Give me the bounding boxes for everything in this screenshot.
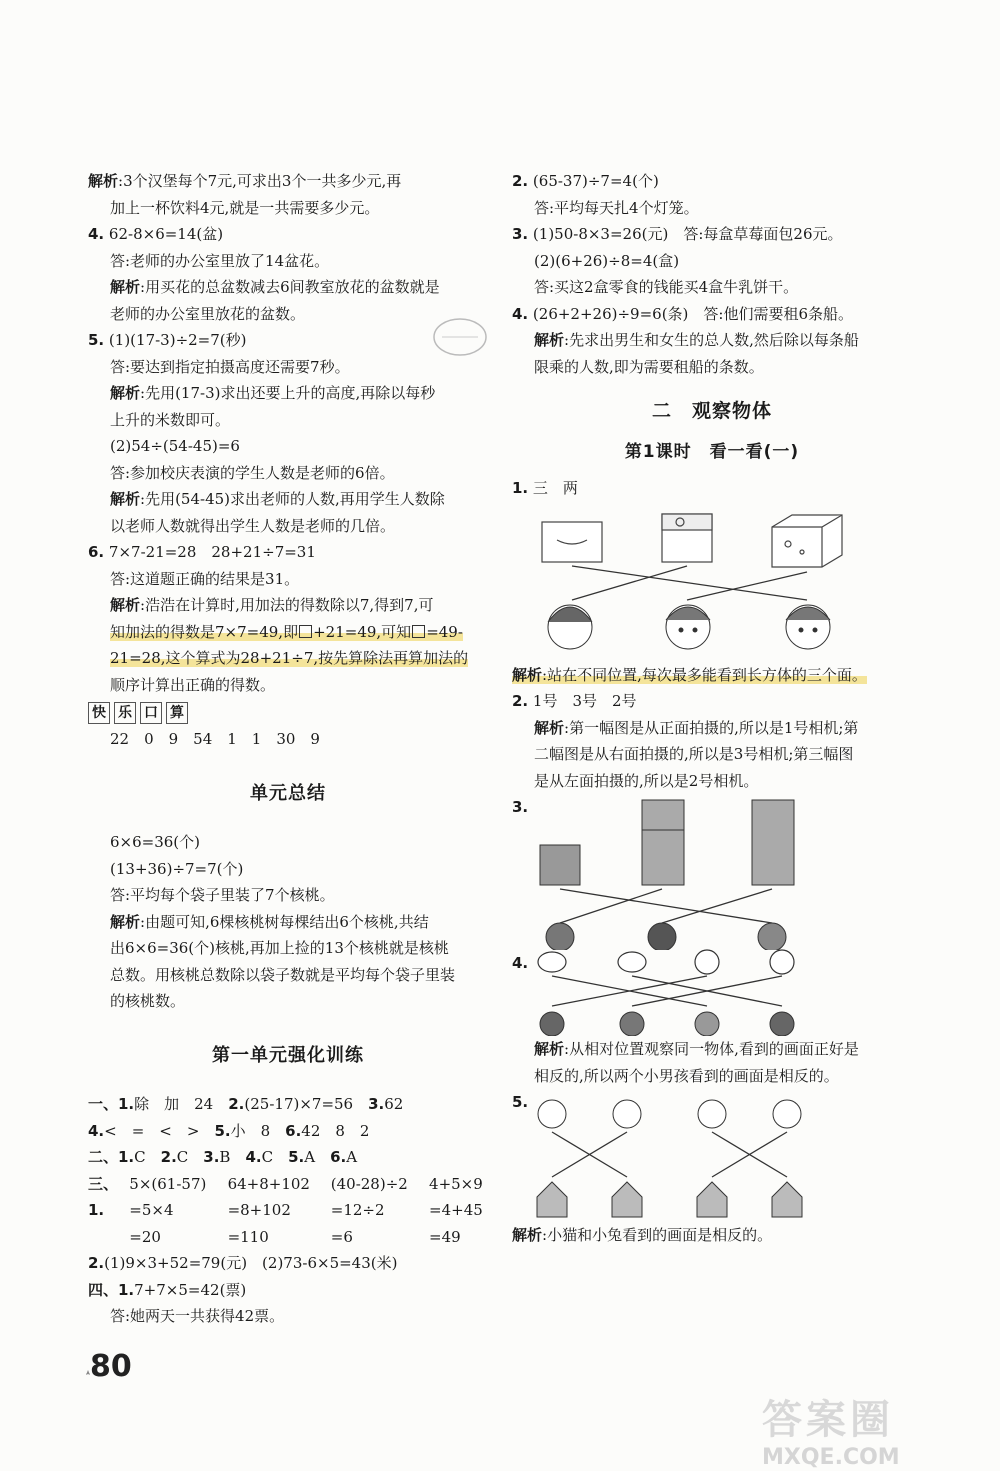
watermark — [762, 1388, 916, 1470]
training-row: 2.(1)9×3+52=79(元) (2)73-6×5=43(米) — [88, 1254, 398, 1272]
explanation-line: 解析:用买花的总盆数减去6间教室放花的盆数就是 — [110, 278, 440, 296]
kuaile-kousuan-label — [88, 702, 488, 724]
matching-lines-4 — [552, 976, 782, 1006]
teapot-front-icon — [618, 952, 646, 972]
explanation-line: 解析:浩浩在计算时,用加法的得数除以7,得到7,可 — [110, 596, 434, 614]
explanation-line: 的核桃数。 — [110, 992, 186, 1010]
calc-col: 4+5×9 =4+45 =49 — [429, 1174, 483, 1246]
explanation-line: 上升的米数即可。 — [110, 410, 231, 429]
house-1-icon — [537, 1182, 567, 1217]
label-char: 快 — [88, 702, 110, 724]
question-4: 4. (26+2+26)÷9=6(条) 答:他们需要租6条船。 — [512, 304, 854, 323]
figure-teapot-matching — [512, 946, 912, 1036]
explanation-line: 二幅图是从右面拍摄的,所以是3号相机;第三幅图 — [534, 745, 854, 763]
blank-box-icon — [299, 625, 312, 638]
explanation-line: 解析:小猫和小兔看到的画面是相反的。 — [512, 1225, 773, 1244]
answer-1: 1. 三 两 — [512, 479, 578, 497]
girl-1-icon — [620, 1012, 644, 1036]
answer-line: 答:要达到指定拍摄高度还需要7秒。 — [110, 357, 350, 376]
star-deco-icon — [80, 1365, 100, 1385]
explanation-line: 解析:先用(54-45)求出老师的人数,再用学生人数除 — [110, 490, 445, 508]
calc-col: (40-28)÷2 =12÷2 =6 — [330, 1174, 408, 1246]
explanation-line: 以老师人数就得出学生人数是老师的几倍。 — [110, 516, 396, 535]
blank-box-icon — [412, 625, 425, 638]
explanation-line: 解析:由题可知,6棵核桃树每棵结出6个核桃,共结 — [110, 912, 429, 931]
fridge-front-icon — [752, 800, 794, 885]
animal-2-icon — [613, 1100, 641, 1128]
rabbit-icon — [773, 1100, 801, 1128]
explanation-line: 出6×6=36(个)核桃,再加上捡的13个核桃就是核桃 — [110, 939, 449, 957]
cat-icon — [698, 1100, 726, 1128]
fridge-top-icon — [540, 845, 580, 885]
girl-2-icon — [770, 1012, 794, 1036]
training-row: 二、1.C 2.C 3.B 4.C 5.A 6.A — [88, 1148, 358, 1166]
child-1-icon — [548, 605, 592, 649]
equation-line: (13+36)÷7=7(个) — [110, 859, 244, 878]
lesson-title: 第1课时 看一看(一) — [624, 441, 800, 462]
explanation-line: 老师的办公室里放花的盆数。 — [110, 304, 306, 323]
training-row: 一、1.除 加 24 2.(25-17)×7=56 3.62 — [88, 1095, 404, 1113]
explanation-line: 是从左面拍摄的,所以是2号相机。 — [534, 771, 759, 790]
left-column — [88, 168, 488, 1330]
figure-3-svg — [512, 795, 912, 950]
explanation-line: 相反的,所以两个小男孩看到的画面是相反的。 — [534, 1066, 839, 1085]
answer-line: 答:买这2盒零食的钱能买4盒牛乳饼干。 — [534, 278, 799, 296]
equation-line: (2)54÷(54-45)=6 — [110, 437, 240, 455]
answer-line: 答:这道题正确的结果是31。 — [110, 569, 300, 588]
fridge-side-icon — [642, 800, 684, 885]
teapot-top-icon — [695, 950, 719, 974]
explanation-line: 解析:第一幅图是从正面拍摄的,所以是1号相机;第 — [534, 718, 859, 737]
answer-line: 答:她两天一共获得42票。 — [110, 1307, 285, 1325]
calc-grid: 三、1. 5×(61-57) =5×4 =20 64+8+102 =8+102 =110 (40-28)÷2 =12÷2 =6 4+5×9 =4+45 =49 — [88, 1171, 488, 1251]
house-4-icon — [772, 1182, 802, 1217]
mental-math-answers: 22 0 9 54 1 1 30 9 — [110, 730, 320, 748]
question-3: 3. (1)50-8×3=26(元) 答:每盒草莓面包26元。 — [512, 225, 843, 243]
question-4: 4. 62-8×6=14(盆) — [88, 225, 224, 243]
house-3-icon — [697, 1182, 727, 1217]
boy-1-icon — [540, 1012, 564, 1036]
answer-line: 答:参加校庆表演的学生人数是老师的6倍。 — [110, 463, 395, 482]
right-column — [512, 168, 912, 1248]
teapot-back-icon — [770, 950, 794, 974]
figure-boxes-matching — [512, 502, 912, 662]
equation-line: (2)(6+26)÷8=4(盒) — [534, 251, 680, 270]
figure-5-svg — [512, 1092, 912, 1222]
chapter-title: 二 观察物体 — [651, 400, 772, 422]
watermark-url: MXQE.COM — [762, 1445, 900, 1470]
calc-col: 64+8+102 =8+102 =110 — [227, 1174, 310, 1246]
house-2-icon — [612, 1182, 642, 1217]
section-title-training: 第一单元强化训练 — [212, 1044, 364, 1066]
figure-1-svg — [512, 502, 912, 662]
page-number: 80 — [90, 1349, 132, 1384]
animal-1-icon — [538, 1100, 566, 1128]
question-5: 5. (1)(17-3)÷2=7(秒) — [88, 331, 247, 349]
answer-3: 3. — [512, 798, 529, 816]
explanation-line: 解析:先用(17-3)求出还要上升的高度,再除以每秒 — [110, 384, 436, 402]
matching-lines-5 — [552, 1132, 787, 1177]
child-2-icon — [666, 605, 710, 649]
answer-2: 2. 1号 3号 2号 — [512, 692, 637, 710]
training-row: 四、1.7+7×5=42(票) — [88, 1280, 247, 1299]
section-title-summary: 单元总结 — [250, 782, 326, 804]
box-top-icon — [662, 514, 712, 562]
text-line: 加上一杯饮料4元,就是一共需要多少元。 — [110, 198, 380, 217]
explanation-line: 知加法的得数是7×7=49,即 +21=49,可知 =49- — [110, 622, 463, 641]
equation-line: 6×6=36(个) — [110, 833, 201, 851]
publisher-stamp-icon — [430, 312, 490, 362]
label-char: 乐 — [114, 702, 136, 724]
question-2: 2. (65-37)÷7=4(个) — [512, 172, 659, 190]
figure-fridge-matching — [512, 795, 912, 950]
matching-lines-3 — [560, 889, 772, 923]
explanation-line: 解析:站在不同位置,每次最多能看到长方体的三个面。 — [512, 665, 867, 684]
answer-5: 5. — [512, 1093, 529, 1111]
text-line: 解析:3个汉堡每个7元,可求出3个一共多少元,再 — [88, 172, 402, 190]
answer-line: 答:老师的办公室里放了14盆花。 — [110, 251, 330, 270]
explanation-line: 顺序计算出正确的得数。 — [110, 675, 276, 694]
answer-line: 答:平均每个袋子里装了7个核桃。 — [110, 886, 335, 904]
explanation-line: 限乘的人数,即为需要租船的条数。 — [534, 357, 764, 376]
boy-2-icon — [695, 1012, 719, 1036]
label-char: 口 — [140, 702, 162, 724]
figure-animals-houses — [512, 1092, 912, 1222]
explanation-line: 总数。用核桃总数除以袋子数就是平均每个袋子里装 — [110, 965, 456, 984]
watermark-text: 答案圈 — [762, 1397, 894, 1443]
explanation-line: 解析:先求出男生和女生的总人数,然后除以每条船 — [534, 331, 859, 349]
question-6: 6. 7×7-21=28 28+21÷7=31 — [88, 543, 316, 561]
matching-lines — [572, 566, 807, 600]
explanation-line: 21=28,这个算式为28+21÷7,按先算除法再算加法的 — [110, 649, 469, 667]
figure-4-svg — [512, 946, 912, 1036]
teapot-side-icon — [538, 952, 566, 972]
answer-line: 答:平均每天扎4个灯笼。 — [534, 198, 699, 217]
answer-4: 4. — [512, 953, 529, 972]
box-3d-icon — [772, 515, 842, 567]
calc-col: 5×(61-57) =5×4 =20 — [129, 1174, 207, 1246]
label-char: 算 — [166, 702, 188, 724]
explanation-line: 解析:从相对位置观察同一物体,看到的画面正好是 — [534, 1040, 859, 1058]
training-row: 4.< = < > 5.小 8 6.42 8 2 — [88, 1121, 370, 1140]
box-front-icon — [542, 522, 602, 562]
child-3-icon — [786, 605, 830, 649]
